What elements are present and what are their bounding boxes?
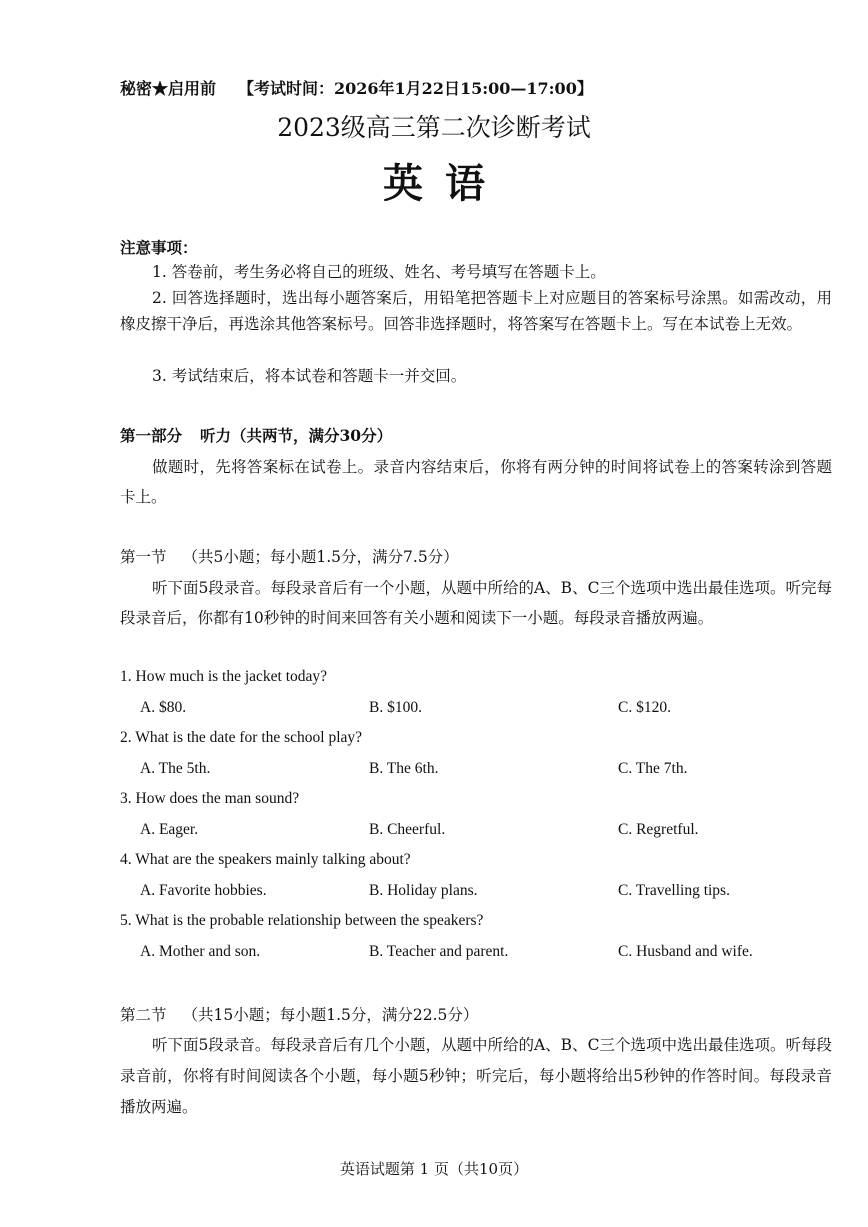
section2-instructions: 听下面5段录音。每段录音后有几个小题，从题中所给的A、B、C三个选项中选出最佳选项。听每段录音前，你将有时间阅读各个小题，每小题5秒钟；听完后，每小题将给出5秒钟的作答时间。每段录音播放两遍。 [120,1036,832,1116]
section1-instructions: 听下面5段录音。每段录音后有一个小题，从题中所给的A、B、C三个选项中选出最佳选项。听完每段录音后，你都有10秒钟的时间来回答有关小题和阅读下一小题。每段录音播放两遍。 [120,579,832,627]
part1-name: 听力（共两节，满分30分） [200,426,393,445]
section1-info: （共5小题；每小题1.5分，满分7.5分） [182,548,459,566]
q1-option-c: C. $120. [618,699,671,716]
q4-option-a: A. Favorite hobbies. [140,882,267,899]
q3-option-b: B. Cheerful. [369,821,446,838]
q2-option-b: B. The 6th. [369,760,439,777]
note-item-2: 2. 回答选择题时，选出每小题答案后，用铅笔把答题卡上对应题目的答案标号涂黑。如需改动，用橡皮擦干净后，再选涂其他答案标号。回答非选择题时，将答案写在答题卡上。写在本试卷上无效。 [120,289,832,333]
question-2: 2. What is the date for the school play? [120,729,363,746]
page-footer: 英语试题第 1 页（共10页） [339,1160,529,1178]
q5-option-c: C. Husband and wife. [618,943,753,960]
section1-title: 第一节 [120,548,167,566]
question-5: 5. What is the probable relationship between the speakers? [120,912,484,929]
part1-instructions: 做题时，先将答案标在试卷上。录音内容结束后，你将有两分钟的时间将试卷上的答案转涂到答题卡上。 [120,458,832,506]
confidential-line [120,76,593,99]
section2-heading [120,1003,478,1025]
q5-option-b: B. Teacher and parent. [369,943,509,960]
section2-title: 第二节 [120,1006,167,1024]
q4-option-b: B. Holiday plans. [369,882,478,899]
q3-option-c: C. Regretful. [618,821,699,838]
exam-title: 2023级高三第二次诊断考试 [277,113,591,142]
section2-info: （共15小题；每小题1.5分，满分22.5分） [182,1006,479,1024]
q2-option-a: A. The 5th. [140,760,211,777]
note-item-3: 3. 考试结束后，将本试卷和答题卡一并交回。 [152,367,467,385]
question-3: 3. How does the man sound? [120,790,300,807]
part1-heading [120,424,392,446]
question-1: 1. How much is the jacket today? [120,668,328,685]
section1-heading [120,545,459,567]
q1-option-a: A. $80. [140,699,187,716]
q4-option-c: C. Travelling tips. [618,882,730,899]
subject-title: 英语 [383,160,507,207]
exam-time: 【考试时间：2026年1月22日15:00—17:00】 [238,79,593,98]
q2-option-c: C. The 7th. [618,760,688,777]
secret-label: 秘密★启用前 [120,79,217,98]
notes-heading: 注意事项： [120,238,198,257]
q1-option-b: B. $100. [369,699,422,716]
q3-option-a: A. Eager. [140,821,199,838]
part1-title: 第一部分 [120,426,183,445]
question-4: 4. What are the speakers mainly talking about? [120,851,411,868]
q5-option-a: A. Mother and son. [140,943,261,960]
note-item-1: 1. 答卷前，考生务必将自己的班级、姓名、考号填写在答题卡上。 [152,263,606,281]
